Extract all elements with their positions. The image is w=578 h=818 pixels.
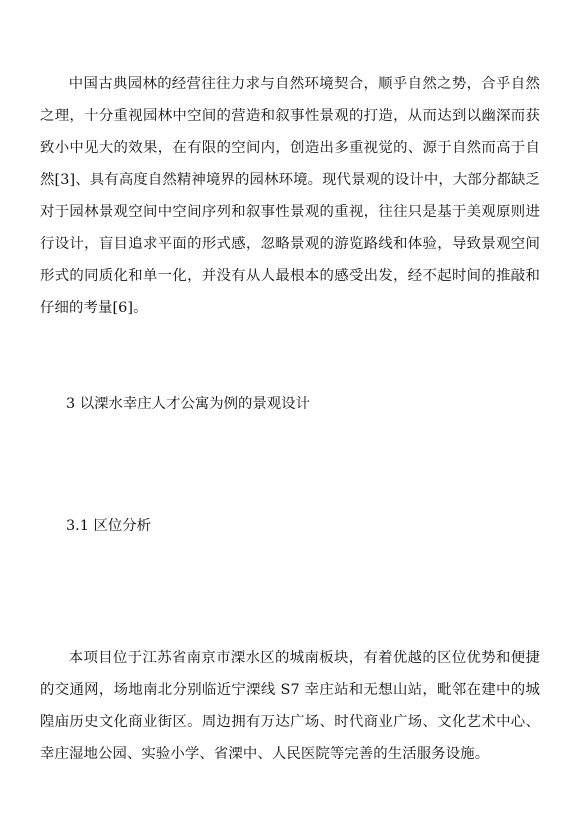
body-paragraph: 中国古典园林的经营往往力求与自然环境契合，顺乎自然之势，合乎自然之理，十分重视园林中空间的营造和叙事性景观的打造，从而达到以幽深而获致小中见大的效果，在有限的空间内，创造出多重视觉的、源于自然而高于自然[3]、具有高度自然精神境界的园林环境。现代景观的设计中，大部分都缺乏对于园林景观空间中空间序列和叙事性景观的重视，往往只是基于美观原则进行设计，盲目追求平面的形式感，忽略景观的游览路线和体验，导致景观空间形式的同质化和单一化，并没有从人最根本的感受出发，经不起时间的推敲和仔细的考量[6]。 xyxy=(40,76,540,317)
subsection-heading: 3.1 区位分析 xyxy=(66,518,152,534)
section-heading: 3 以溧水幸庄人才公寓为例的景观设计 xyxy=(66,396,310,412)
body-paragraph: 本项目位于江苏省南京市溧水区的城南板块，有着优越的区位优势和便捷的交通网，场地南北分别临近宁溧线 S7 幸庄站和无想山站，毗邻在建中的城隍庙历史文化商业街区。周边拥有万达广场、时代商业广场、文化艺术中心、幸庄湿地公园、实验小学、省溧中、人民医院等完善的生活服务设施。 xyxy=(40,650,540,763)
